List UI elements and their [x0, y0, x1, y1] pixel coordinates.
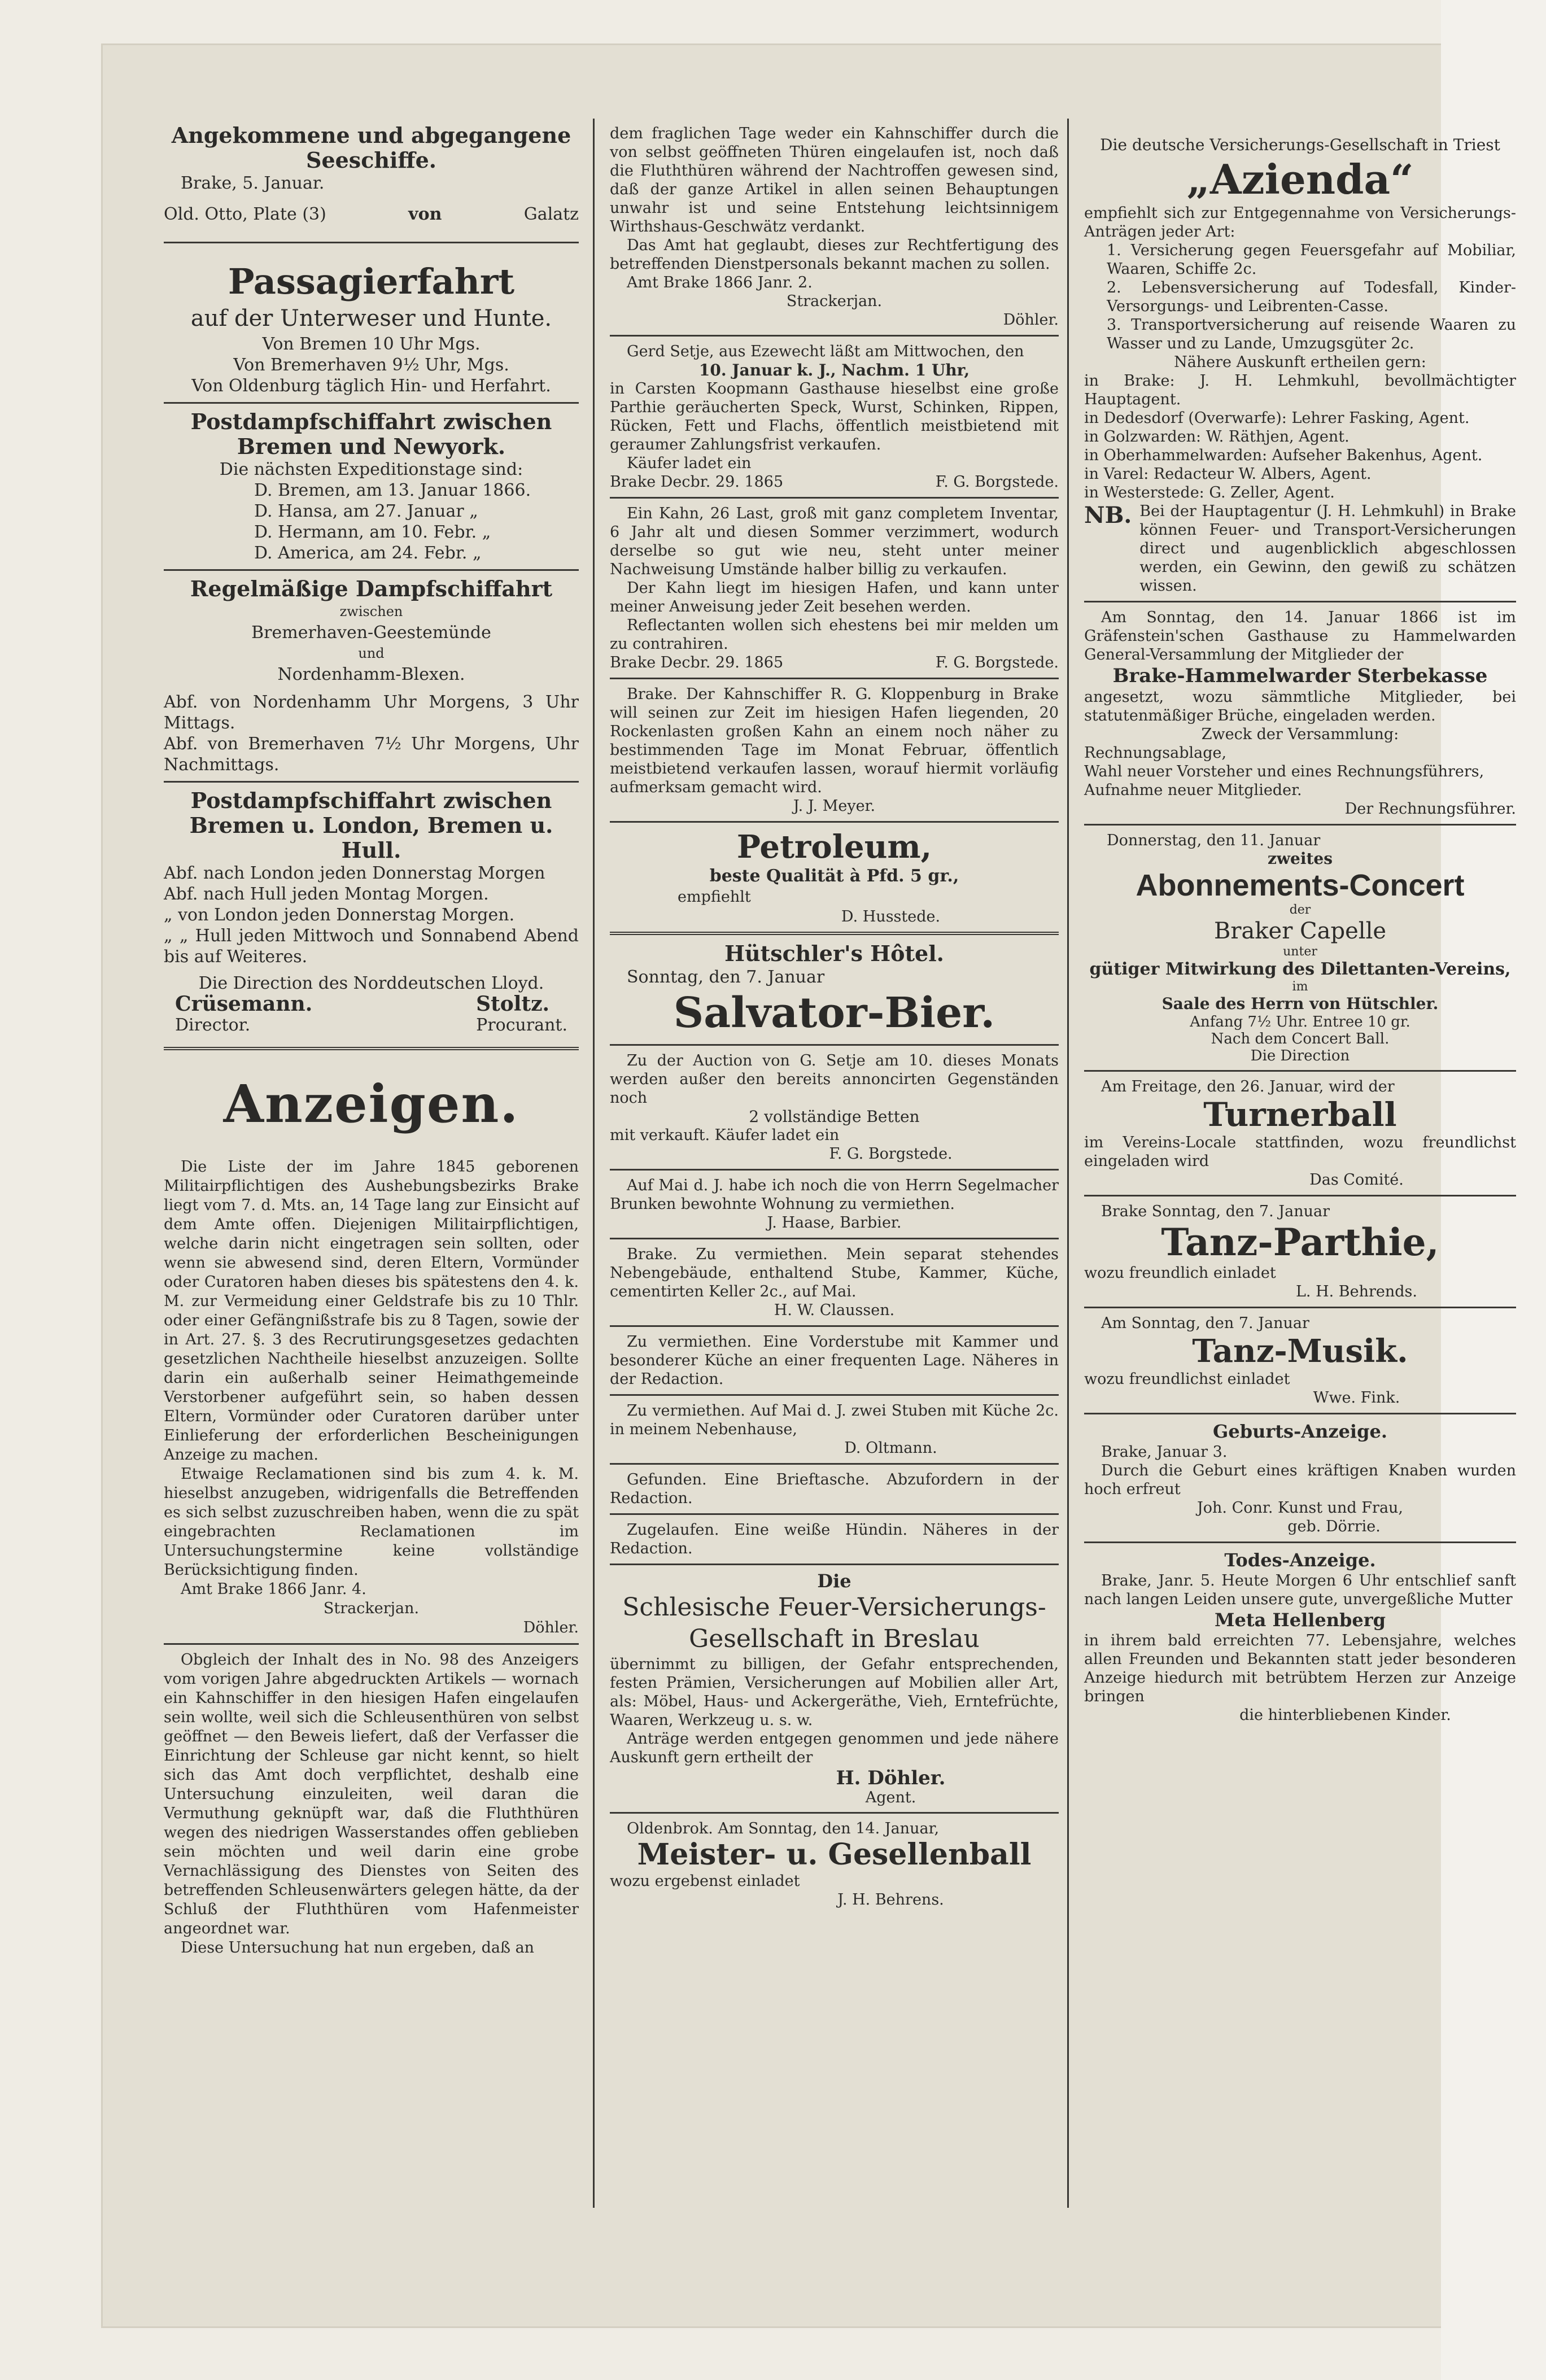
ad-signature: Agent. [865, 1789, 916, 1806]
ad-text: beste Qualität à Pfd. 5 gr., [709, 866, 959, 886]
ad-text: Gerd Setje, aus Ezewecht läßt am Mittwochen, den [627, 343, 1024, 360]
divider [610, 1238, 1059, 1239]
ad-text: empfiehlt [678, 888, 751, 906]
divider [1084, 1070, 1516, 1072]
agent-line: in Golzwarden: W. Räthjen, Agent. [1084, 428, 1350, 446]
schlesische-heading: Schlesische Feuer-Versicherungs-Gesellschaft in Breslau [622, 1593, 1046, 1653]
column-rule [1067, 119, 1069, 2208]
newyork-date: D. Bremen, am 13. Januar 1866. [254, 481, 531, 500]
ad-date: 10. Januar k. J., Nachm. 1 Uhr, [698, 361, 970, 379]
newyork-date: D. Hermann, am 10. Febr. „ [254, 522, 491, 542]
lloyd-signatures [164, 994, 579, 1036]
london-line: „ „ Hull jeden Mittwoch und Sonnabend Abend bis auf Weiteres. [164, 926, 579, 967]
divider [164, 1047, 579, 1050]
ad-signature: L. H. Behrends. [1295, 1283, 1417, 1300]
list-item: 1. Versicherung gegen Feuersgefahr auf Mobiliar, Waaren, Schiffe 2c. [1107, 242, 1516, 278]
divider [1084, 1195, 1516, 1196]
regular-text: zwischen [339, 604, 403, 619]
ad-text: im Vereins-Locale stattfinden, wozu freundlichst eingeladen wird [1084, 1134, 1516, 1170]
column-rule [593, 119, 595, 2208]
ad-text: Zweck der Versammlung: [1201, 726, 1399, 743]
tanz-musik-heading: Tanz-Musik. [1192, 1333, 1408, 1370]
ad-text: Zugelaufen. Eine weiße Hündin. Näheres in der Redaction. [610, 1521, 1059, 1557]
ad-text: Am Freitage, den 26. Januar, wird der [1101, 1078, 1395, 1095]
ad-text: Am Sonntag, den 7. Januar [1101, 1315, 1309, 1332]
ad-signature: D. Oltmann. [844, 1439, 937, 1457]
ad-signature: H. W. Claussen. [774, 1302, 895, 1319]
tanz-parthie-heading: Tanz-Parthie, [1161, 1220, 1439, 1264]
ad-text: Rechnungsablage, [1084, 744, 1227, 762]
salvator-heading: Salvator-Bier. [673, 989, 995, 1037]
divider [164, 569, 579, 571]
column-1 [164, 72, 579, 1958]
ad-text: Gefunden. Eine Brieftasche. Abzufordern in der Redaction. [610, 1471, 1059, 1507]
ad-signature: Der Rechnungsführer. [1344, 800, 1516, 818]
column-2 [610, 72, 1059, 1909]
ad-signature: D. Husstede. [841, 908, 941, 925]
divider [164, 242, 579, 243]
ships-date: Brake, 5. Januar. [181, 173, 325, 193]
divider [610, 1044, 1059, 1046]
notice-text: Die Liste der im Jahre 1845 geborenen Militairpflichtigen des Aushebungsbezirks Brake liegt vom 7. d. Mts. an, 14 Tage lang zur Einsicht auf dem Amte offen. Diejenigen Militairpflichtigen, welche darin nicht eingetragen sein sollten, oder wenn sie abwesend sind, deren Eltern, Vormünder oder Curatoren haben dieses bis spätestens den 4. k. M. zur Vermeidung einer Geldstrafe bis zu 10 Thlr. oder einer Gefängnißstrafe bis zu 8 Tagen, sowie der in Art. 27. §. 3 des Recrutirungsgesetzes gedachten gesetzlichen Nachtheile hieselbst anzuzeigen. Sollte darin ein außerhalb seiner Heimathgemeinde Verstorbener aufgeführt sein, so haben dessen Eltern, Vormünder oder Curatoren darüber unter Einlieferung der erforderlichen Bescheinigungen Anzeige zu machen. [164, 1158, 579, 1464]
regular-heading: Regelmäßige Dampfschiffahrt [190, 576, 553, 601]
ad-text: gütiger Mitwirkung des Dilettanten-Vereins, [1089, 959, 1511, 979]
ad-text: Am Sonntag, den 14. Januar 1866 ist im Gräfenstein'schen Gasthause zu Hammelwarden General-Versammlung der Mitglieder der [1084, 609, 1516, 663]
ad-signature: J. H. Behrens. [837, 1891, 944, 1909]
capelle-heading: Braker Capelle [1213, 918, 1387, 944]
divider [610, 1169, 1059, 1171]
concert-heading: Abonnements-Concert [1136, 868, 1465, 902]
newyork-date: D. America, am 24. Febr. „ [254, 543, 482, 563]
passagier-line: Von Bremen 10 Uhr Mgs. [262, 334, 481, 354]
ad-signature: Joh. Conr. Kunst und Frau, [1196, 1499, 1404, 1517]
ships-row: Old. Otto, Plate (3) von Galatz [164, 204, 579, 224]
divider [610, 1325, 1059, 1327]
notice-text: Etwaige Reclamationen sind bis zum 4. k. M. hieselbst anzugeben, widrigenfalls die Betreffenden es sich selbst zuzuschreiben haben, wenn die zu spät eingebrachten Reclamationen im Untersuchungstermine keine vollständige Berücksichtigung finden. [164, 1465, 579, 1579]
ad-text: der [1289, 903, 1311, 917]
notice-text: Diese Untersuchung hat nun ergeben, daß an [181, 1939, 535, 1957]
ad-text: Brake, Januar 3. [1101, 1443, 1228, 1461]
ad-signature: geb. Dörrie. [1287, 1518, 1381, 1535]
notice-signature: Döhler. [1003, 311, 1059, 329]
divider [610, 1812, 1059, 1814]
divider [610, 1394, 1059, 1396]
ad-text: 2 vollständige Betten [749, 1107, 920, 1126]
anzeigen-heading: Anzeigen. [223, 1073, 519, 1134]
regular-departure: Abf. von Bremerhaven 7½ Uhr Morgens, Uhr Nachmittags. [164, 734, 579, 775]
passagier-line: Von Oldenburg täglich Hin- und Herfahrt. [191, 376, 551, 396]
ad-signature-row: Brake Decbr. 29. 1865 F. G. Borgstede. [610, 473, 1059, 491]
ad-signature: J. Haase, Barbier. [767, 1214, 902, 1232]
ad-text: zweites [1268, 849, 1333, 868]
ad-signature: Das Comité. [1309, 1171, 1404, 1189]
signature-name: Stoltz. [476, 992, 550, 1016]
divider [610, 497, 1059, 499]
ad-text: Zu vermiethen. Auf Mai d. J. zwei Stuben mit Küche 2c. in meinem Nebenhause, [610, 1402, 1059, 1438]
ad-text: Anfang 7½ Uhr. Entree 10 gr. [1190, 1014, 1410, 1030]
passagier-heading: Passagierfahrt [228, 261, 515, 302]
ad-text: Wahl neuer Vorsteher und eines Rechnungsführers, [1084, 763, 1484, 780]
ad-text: Brake. Der Kahnschiffer R. G. Kloppenburg in Brake will seinen zur Zeit im hiesigen Hafen liegenden, 20 Rockenlasten großen Kahn an einem noch näher zu bestimmenden Tage im Monat Februar, öffentlich meistbietend verkaufen lassen, worauf hiermit vorläufig aufmerksam gemacht wird. [610, 685, 1059, 796]
ad-text: empfiehlt sich zur Entgegennahme von Versicherungs-Anträgen jeder Art: [1084, 204, 1516, 241]
lloyd-direction: Die Direction des Norddeutschen Lloyd. [198, 973, 544, 993]
ad-text: Ein Kahn, 26 Last, groß mit ganz completem Inventar, 6 Jahr alt und diesen Sommer verzimmert, wodurch derselbe so gut wie neu, steht unter meiner Nachweisung Umstände halber billig zu verkaufen. [610, 505, 1059, 578]
notice-signature: Amt Brake 1866 Janr. 4. [181, 1580, 366, 1598]
ad-text: Bei der Hauptagentur (J. H. Lehmkuhl) in Brake können Feuer- und Transport-Versicherungen direct und augenblicklich abgeschlossen werden, ein Gewinn, den gewiß zu schätzen wissen. [1139, 503, 1516, 595]
petroleum-heading: Petroleum, [736, 828, 932, 866]
ad-text: in Carsten Koopmann Gasthause hieselbst eine große Parthie geräucherten Speck, Wurst, Schinken, Rippen, Rücken, Fett und Flachs, öffentlich meistbietend mit geraumer Zahlungsfrist verkaufen. [610, 380, 1059, 453]
ad-text: mit verkauft. Käufer ladet ein [610, 1126, 840, 1144]
agent-line: in Oberhammelwarden: Aufseher Bakenhus, Agent. [1084, 447, 1483, 464]
ad-signature: J. J. Meyer. [793, 797, 876, 815]
notice-signature: Döhler. [523, 1619, 579, 1636]
azienda-pre: Die deutsche Versicherungs-Gesellschaft in Triest [1100, 136, 1500, 154]
signature-role: Procurant. [476, 1015, 567, 1035]
ad-text: Saale des Herrn von Hütschler. [1161, 994, 1439, 1013]
ad-text: Zu vermiethen. Eine Vorderstube mit Kammer und besonderer Küche an einer frequenten Lage. Näheres in der Redaction. [610, 1333, 1059, 1388]
azienda-list [1084, 241, 1516, 353]
passagier-line: Von Bremerhaven 9½ Uhr, Mgs. [233, 355, 509, 375]
sterbekasse-heading: Brake-Hammelwarder Sterbekasse [1112, 665, 1488, 687]
ad-text: Anträge werden entgegen genommen und jede nähere Auskunft gern ertheilt der [610, 1730, 1059, 1766]
ad-text: im [1292, 980, 1308, 994]
hotel-heading: Hütschler's Hôtel. [724, 941, 944, 966]
ad-text: übernimmt zu billigen, der Gefahr entsprechenden, festen Prämien, Versicherungen auf Mobilien aller Art, als: Möbel, Haus- und Ackergeräthe, Vieh, Erntefrüchte, Waaren, Werkzeug u. s. w. [610, 1656, 1059, 1729]
ships-heading: Angekommene und abgegangene Seeschiffe. [171, 123, 571, 173]
divider [164, 781, 579, 783]
london-heading: Postdampfschiffahrt zwischen Bremen u. London, Bremen u. Hull. [189, 788, 553, 863]
divider [610, 335, 1059, 337]
notice-signature: Amt Brake 1866 Janr. 2. [627, 274, 813, 291]
ad-text: Donnerstag, den 11. Januar [1107, 832, 1321, 849]
agent-line: in Varel: Redacteur W. Albers, Agent. [1084, 465, 1372, 483]
divider [610, 678, 1059, 679]
ad-signature: die hinterbliebenen Kinder. [1239, 1706, 1451, 1724]
ad-text: wozu freundlich einladet [1084, 1264, 1276, 1282]
divider [1084, 824, 1516, 826]
ad-signature: F. G. Borgstede. [829, 1145, 953, 1163]
notice-text: Das Amt hat geglaubt, dieses zur Rechtfertigung des betreffenden Dienstpersonals bekannt machen zu sollen. [610, 237, 1059, 273]
ad-text: Oldenbrok. Am Sonntag, den 14. Januar, [627, 1820, 940, 1837]
agent-line: in Brake: J. H. Lehmkuhl, bevollmächtigter Hauptagent. [1084, 372, 1516, 408]
turnerball-heading: Turnerball [1203, 1095, 1397, 1134]
passagier-sub: auf der Unterweser und Hunte. [190, 305, 552, 331]
notice-signature: Strackerjan. [786, 292, 883, 310]
ad-text: Die [817, 1570, 851, 1592]
divider [610, 821, 1059, 823]
notice-signature: Strackerjan. [323, 1600, 420, 1617]
divider [610, 932, 1059, 935]
list-item: 2. Lebensversicherung auf Todesfall, Kinder-Versorgungs- und Leibrenten-Casse. [1107, 279, 1516, 315]
ad-text: Brake, Janr. 5. Heute Morgen 6 Uhr entschlief sanft nach langen Leiden unsere gute, unvergeßliche Mutter [1084, 1572, 1516, 1608]
column-3 [1084, 72, 1522, 1724]
notice-text: Obgleich der Inhalt des in No. 98 des Anzeigers vom vorigen Jahre abgedruckten Artikels — wornach ein Kahnschiffer in den hiesigen Hafen eingelaufen sein wollte, weil sich die Schleusenthüren von selbst geöffnet — den Beweis liefert, daß der Verfasser die Einrichtung der Schleuse gar nicht kennt, so hielt sich das Amt doch verpflichtet, deshalb eine Untersuchung einzuleiten, weil daran die Vermuthung geknüpft war, daß die Fluththüren wegen des niedrigen Wasserstandes offen geblieben sein möchten und weil darin eine grobe Vernachlässigung des Dienstes von Seiten des betreffenden Schleusenwärters gelegen hätte, da der Schluß der Fluththüren vom Hafenmeister angeordnet war. [164, 1651, 579, 1937]
azienda-heading: „Azienda“ [1186, 155, 1414, 203]
newyork-intro: Die nächsten Expeditionstage sind: [219, 460, 523, 479]
ad-text: Käufer ladet ein [627, 455, 752, 472]
agent-line: in Westerstede: G. Zeller, Agent. [1084, 484, 1335, 501]
ball-heading: Meister- u. Gesellenball [637, 1837, 1032, 1872]
divider [164, 1643, 579, 1645]
list-item: 3. Transportversicherung auf reisende Waaren zu Wasser und zu Lande, Umzugsgüter 2c. [1107, 316, 1516, 352]
newyork-date: D. Hansa, am 27. Januar „ [254, 501, 478, 521]
nb-label: NB. [1084, 502, 1132, 529]
ad-text: Aufnahme neuer Mitglieder. [1084, 781, 1302, 799]
divider [610, 1513, 1059, 1515]
ad-signature: Die Direction [1250, 1047, 1350, 1064]
divider [1084, 601, 1516, 602]
ad-text: angesetzt, wozu sämmtliche Mitglieder, bei statutenmäßiger Brüche, eingeladen werden. [1084, 688, 1516, 724]
london-line: „ von London jeden Donnerstag Morgen. [164, 905, 515, 925]
divider [610, 1564, 1059, 1565]
ad-text: wozu freundlichst einladet [1084, 1370, 1290, 1388]
london-line: Abf. nach Hull jeden Montag Morgen. [164, 884, 489, 904]
ad-signature-row: Brake Decbr. 29. 1865 F. G. Borgstede. [610, 654, 1059, 671]
ad-text: in ihrem bald erreichten 77. Lebensjahre, welches allen Freunden und Bekannten statt jeder besonderen Anzeige hiedurch mit betrübtem Herzen zur Anzeige bringen [1084, 1632, 1516, 1705]
ad-text: Sonntag, den 7. Januar [627, 967, 825, 987]
regular-text: Bremerhaven-Geestemünde [251, 623, 491, 643]
ad-text: Brake. Zu vermiethen. Mein separat stehendes Nebengebäude, enthaltend Stube, Kammer, Küche, cementirten Keller 2c., auf Mai. [610, 1246, 1059, 1300]
agent-line: in Dedesdorf (Overwarfe): Lehrer Fasking, Agent. [1084, 409, 1470, 427]
death-name: Meta Hellenberg [1215, 1609, 1386, 1631]
regular-text: Nordenhamm-Blexen. [277, 665, 465, 684]
regular-text: und [358, 645, 385, 661]
ad-text: Brake Sonntag, den 7. Januar [1101, 1203, 1330, 1220]
divider [1084, 1307, 1516, 1308]
ad-text: Nähere Auskunft ertheilen gern: [1174, 353, 1426, 371]
ad-text: Auf Mai d. J. habe ich noch die von Herrn Segelmacher Brunken bewohnte Wohnung zu vermiethen. [610, 1177, 1059, 1213]
divider [610, 1463, 1059, 1465]
divider [1084, 1541, 1516, 1543]
ad-text: Reflectanten wollen sich ehestens bei mir melden um zu contrahiren. [610, 617, 1059, 653]
ad-signature: Wwe. Fink. [1313, 1389, 1400, 1407]
divider [164, 402, 579, 404]
london-line: Abf. nach London jeden Donnerstag Morgen [164, 863, 545, 883]
ad-text: Zu der Auction von G. Setje am 10. dieses Monats werden außer den bereits annoncirten Gegenständen noch [610, 1052, 1059, 1107]
ad-text: wozu ergebenst einladet [610, 1872, 800, 1890]
signature-role: Director. [175, 1015, 251, 1035]
notice-text: dem fraglichen Tage weder ein Kahnschiffer durch die von selbst geöffneten Thüren eingelaufen ist, noch daß die Fluththüren während der Nachtroffen gewesen sind, daß der ganze Artikel in allen seinen Behauptungen unwahr ist und seine Entstehung leichtsinnigem Wirthshaus-Geschwätz verdankt. [610, 125, 1059, 235]
ad-signature: H. Döhler. [836, 1767, 946, 1789]
divider [1084, 1413, 1516, 1414]
death-heading: Todes-Anzeige. [1224, 1549, 1376, 1571]
ad-text: unter [1283, 945, 1317, 959]
signature-name: Crüsemann. [175, 992, 313, 1016]
ad-text: Der Kahn liegt im hiesigen Hafen, und kann unter meiner Anweisung jeder Zeit besehen werden. [610, 579, 1059, 615]
regular-departure: Abf. von Nordenhamm Uhr Morgens, 3 Uhr Mittags. [164, 692, 579, 733]
ad-text: Nach dem Concert Ball. [1211, 1030, 1390, 1047]
birth-heading: Geburts-Anzeige. [1213, 1421, 1387, 1442]
ad-text: Durch die Geburt eines kräftigen Knaben wurden hoch erfreut [1084, 1462, 1516, 1498]
nb-block [1084, 502, 1516, 595]
newyork-heading: Postdampfschiffahrt zwischen Bremen und Newyork. [190, 409, 552, 459]
